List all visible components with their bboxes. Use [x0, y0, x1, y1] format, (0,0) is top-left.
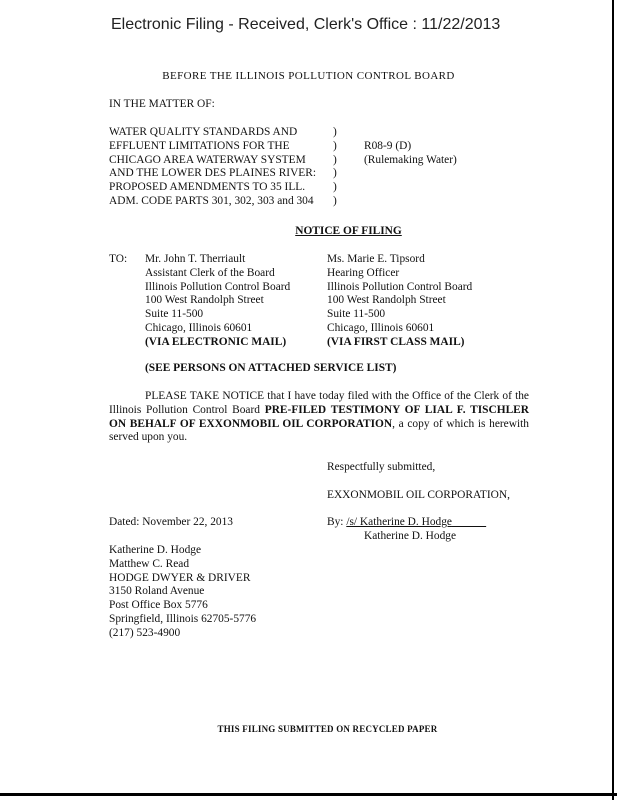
address-line: 100 West Randolph Street: [145, 294, 264, 307]
docket-number: R08-9 (D): [364, 140, 412, 152]
address-line: Mr. John T. Therriault: [145, 253, 246, 265]
filing-title: PRE-FILED TESTIMONY OF LIAL F. TISCHLER ON BEHALF OF EXXONMOBIL OIL CORPORATION: [109, 403, 529, 430]
notice-paragraph: [109, 390, 529, 445]
paren: ): [333, 139, 337, 152]
address-line: Ms. Marie E. Tipsord: [327, 253, 425, 265]
in-the-matter-label: IN THE MATTER OF:: [109, 98, 215, 110]
caption-line: WATER QUALITY STANDARDS AND: [109, 126, 298, 138]
address-line: Hearing Officer: [327, 266, 400, 279]
caption-line: AND THE LOWER DES PLAINES RIVER:: [109, 167, 317, 180]
caption-line: EFFLUENT LIMITATIONS FOR THE: [109, 139, 290, 152]
address-line: Suite 11-500: [145, 308, 204, 321]
attorney-block: [109, 544, 256, 641]
by-label: By:: [327, 516, 347, 528]
attorney-line: Post Office Box 5776: [109, 599, 208, 612]
date-line: Dated: November 22, 2013: [109, 516, 234, 528]
notice-text-end: , a copy of which is herewith served upon you.: [109, 417, 529, 444]
notice-text: PLEASE TAKE NOTICE that I have today filed with the Office of the Clerk of the Illinois Pollution Control Board: [109, 390, 529, 416]
caption-parens: [333, 126, 337, 209]
page-border-right: [612, 0, 614, 800]
attorney-line: Katherine D. Hodge: [109, 544, 202, 556]
address-line: Assistant Clerk of the Board: [145, 266, 275, 279]
electronic-signature: /s/ Katherine D. Hodge: [346, 516, 452, 528]
address-line: Chicago, Illinois 60601: [145, 321, 253, 334]
caption-line: PROPOSED AMENDMENTS TO 35 ILL.: [109, 181, 306, 194]
signature-line: [327, 516, 486, 530]
recycled-paper-note: THIS FILING SUBMITTED ON RECYCLED PAPER: [217, 724, 438, 734]
page-border-bottom: [0, 793, 617, 796]
address-line: Suite 11-500: [327, 308, 386, 321]
paren: ): [333, 126, 337, 138]
board-heading: BEFORE THE ILLINOIS POLLUTION CONTROL BOARD: [162, 70, 455, 82]
recipient-clerk: [145, 253, 290, 350]
attorney-line: Matthew C. Read: [109, 557, 190, 570]
paren: ): [333, 194, 337, 207]
case-caption: [109, 126, 316, 209]
rulemaking-label: (Rulemaking Water): [364, 154, 457, 166]
signature-underline: [452, 516, 486, 528]
address-line: 100 West Randolph Street: [327, 294, 446, 307]
attorney-line: 3150 Roland Avenue: [109, 585, 205, 598]
attorney-line: Springfield, Illinois 62705-5776: [109, 612, 257, 625]
signer-name: Katherine D. Hodge: [364, 530, 457, 542]
paren: ): [333, 167, 337, 180]
closing: Respectfully submitted,: [327, 461, 436, 473]
notice-title: NOTICE OF FILING: [295, 225, 402, 237]
paren: ): [333, 181, 337, 194]
company-name: EXXONMOBIL OIL CORPORATION,: [327, 489, 510, 501]
attorney-line: (217) 523-4900: [109, 626, 181, 639]
to-label: TO:: [109, 253, 128, 265]
attorney-line: HODGE DWYER & DRIVER: [109, 571, 251, 584]
delivery-method: (VIA FIRST CLASS MAIL): [327, 335, 465, 348]
recipient-hearing-officer: [327, 253, 472, 350]
paren: ): [333, 153, 337, 166]
address-line: Illinois Pollution Control Board: [145, 280, 291, 293]
filing-stamp: Electronic Filing - Received, Clerk's Office : 11/22/2013: [111, 16, 501, 33]
caption-line: ADM. CODE PARTS 301, 302, 303 and 304: [109, 194, 314, 207]
address-line: Chicago, Illinois 60601: [327, 321, 435, 334]
service-list-note: (SEE PERSONS ON ATTACHED SERVICE LIST): [145, 362, 397, 374]
caption-line: CHICAGO AREA WATERWAY SYSTEM: [109, 153, 306, 166]
delivery-method: (VIA ELECTRONIC MAIL): [145, 335, 287, 348]
address-line: Illinois Pollution Control Board: [327, 280, 473, 293]
